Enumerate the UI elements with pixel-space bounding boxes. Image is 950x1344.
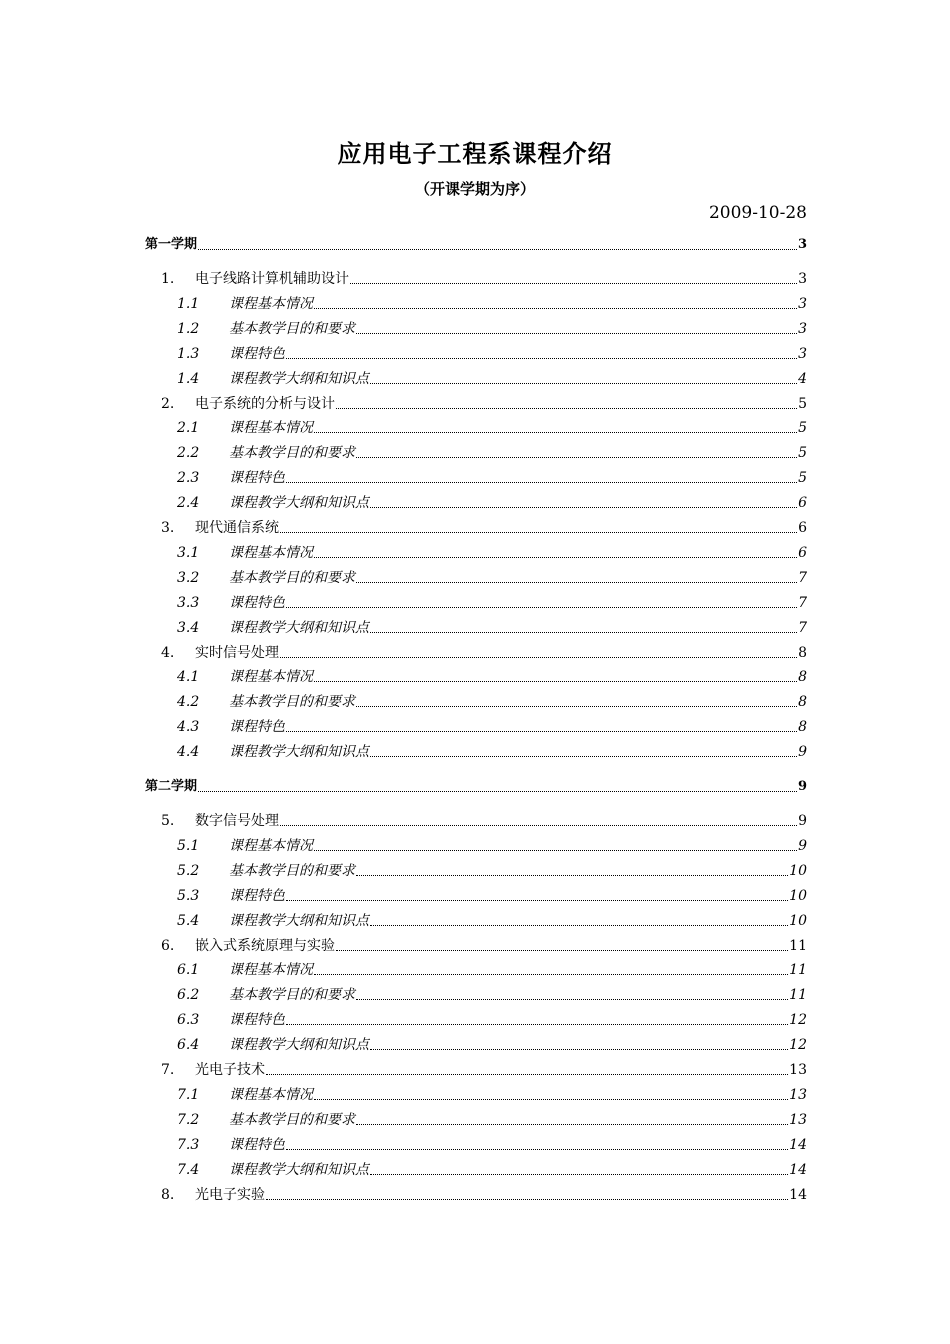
toc-entry-label: 课程基本情况 (229, 669, 313, 686)
toc-page-number: 14 (789, 1186, 807, 1203)
toc-section-entry[interactable] (145, 858, 807, 880)
toc-entry-label: 课程基本情况 (229, 295, 313, 312)
toc-section-entry[interactable] (145, 341, 807, 363)
toc-dot-leader (336, 408, 797, 409)
toc-section-entry[interactable] (145, 490, 807, 512)
toc-entry-number: 4.3 (177, 719, 200, 736)
toc-entry-number: 6.3 (177, 1012, 200, 1029)
toc-dot-leader (314, 681, 797, 682)
toc-section-entry[interactable] (145, 316, 807, 338)
toc-page-number: 5 (798, 395, 807, 412)
toc-section-entry[interactable] (145, 615, 807, 637)
toc-page-number: 8 (798, 669, 807, 686)
toc-entry-label: 课程特色 (229, 594, 285, 611)
toc-entry-number: 5.4 (177, 912, 200, 929)
document-title: 应用电子工程系课程介绍 (337, 139, 613, 168)
toc-page-number: 5 (798, 470, 807, 487)
toc-entry-label: 嵌入式系统原理与实验 (195, 937, 335, 954)
toc-entry-label: 课程基本情况 (229, 962, 313, 979)
toc-semester-heading[interactable] (145, 232, 807, 254)
toc-entry-number: 3.2 (177, 569, 200, 586)
toc-dot-leader (370, 507, 797, 508)
toc-dot-leader (198, 791, 797, 792)
toc-dot-leader (370, 632, 797, 633)
toc-entry-label: 课程特色 (229, 1012, 285, 1029)
toc-section-entry[interactable] (145, 1032, 807, 1054)
toc-entry-label: 课程基本情况 (229, 1086, 313, 1103)
toc-section-entry[interactable] (145, 565, 807, 587)
toc-entry-label: 基本教学目的和要求 (229, 320, 355, 337)
toc-semester-heading[interactable] (145, 774, 807, 796)
toc-page-number: 10 (789, 912, 807, 929)
toc-section-entry[interactable] (145, 440, 807, 462)
toc-section-entry[interactable] (145, 883, 807, 905)
toc-section-entry[interactable] (145, 957, 807, 979)
toc-entry-number: 4.4 (177, 744, 200, 761)
toc-entry-label: 第一学期 (145, 237, 198, 252)
toc-page-number: 12 (789, 1012, 807, 1029)
toc-entry-label: 课程教学大纲和知识点 (229, 495, 369, 512)
toc-entry-label: 光电子技术 (195, 1062, 265, 1078)
toc-entry-label: 课程教学大纲和知识点 (229, 370, 369, 387)
toc-dot-leader (280, 657, 797, 658)
toc-dot-leader (356, 875, 788, 876)
toc-page-number: 13 (789, 1086, 807, 1103)
toc-entry-label: 光电子实验 (195, 1186, 265, 1203)
toc-dot-leader (314, 432, 797, 433)
toc-dot-leader (370, 1049, 788, 1050)
toc-entry-label: 基本教学目的和要求 (229, 862, 355, 879)
toc-dot-leader (198, 249, 797, 250)
toc-entry-number: 7.1 (177, 1086, 200, 1103)
toc-page-number: 5 (798, 420, 807, 437)
toc-dot-leader (356, 333, 797, 334)
toc-dot-leader (286, 607, 797, 608)
toc-entry-label: 课程教学大纲和知识点 (229, 912, 369, 929)
toc-dot-leader (336, 950, 788, 951)
toc-entry-label: 现代通信系统 (195, 520, 279, 536)
toc-dot-leader (370, 383, 797, 384)
toc-page-number: 3 (798, 271, 807, 287)
toc-course-entry[interactable] (145, 515, 807, 537)
toc-entry-number: 3. (161, 520, 175, 536)
toc-dot-leader (370, 1174, 788, 1175)
toc-entry-number: 1.1 (177, 295, 200, 312)
toc-entry-label: 课程教学大纲和知识点 (229, 744, 369, 761)
toc-entry-label: 课程教学大纲和知识点 (229, 619, 369, 636)
toc-dot-leader (286, 358, 797, 359)
toc-dot-leader (286, 900, 788, 901)
toc-entry-number: 7.4 (177, 1161, 200, 1178)
toc-entry-number: 1.3 (177, 345, 200, 362)
toc-entry-number: 7.2 (177, 1111, 200, 1128)
toc-entry-label: 课程特色 (229, 887, 285, 904)
toc-entry-number: 3.1 (177, 544, 200, 561)
toc-section-entry[interactable] (145, 465, 807, 487)
toc-page-number: 3 (798, 320, 807, 337)
toc-page-number: 6 (798, 544, 807, 561)
toc-entry-number: 7. (161, 1062, 175, 1078)
toc-dot-leader (280, 532, 797, 533)
toc-entry-number: 5.2 (177, 862, 200, 879)
toc-entry-number: 6.1 (177, 962, 200, 979)
toc-page-number: 12 (789, 1037, 807, 1054)
toc-page-number: 13 (789, 1111, 807, 1128)
toc-dot-leader (286, 731, 797, 732)
toc-section-entry[interactable] (145, 908, 807, 930)
toc-entry-number: 4.2 (177, 694, 200, 711)
toc-page-number: 3 (798, 295, 807, 312)
toc-page-number: 10 (789, 862, 807, 879)
toc-entry-number: 5.3 (177, 887, 200, 904)
toc-entry-label: 电子线路计算机辅助设计 (195, 271, 349, 287)
toc-section-entry[interactable] (145, 982, 807, 1004)
toc-section-entry[interactable] (145, 739, 807, 761)
toc-page-number: 5 (798, 445, 807, 462)
toc-page-number: 10 (789, 887, 807, 904)
toc-page-number: 13 (789, 1062, 807, 1078)
toc-entry-label: 课程基本情况 (229, 420, 313, 437)
toc-entry-label: 课程特色 (229, 470, 285, 487)
toc-section-entry[interactable] (145, 540, 807, 562)
toc-section-entry[interactable] (145, 1007, 807, 1029)
toc-entry-number: 6.4 (177, 1037, 200, 1054)
toc-course-entry[interactable] (145, 1182, 807, 1204)
toc-section-entry[interactable] (145, 291, 807, 313)
toc-entry-label: 课程特色 (229, 345, 285, 362)
toc-section-entry[interactable] (145, 590, 807, 612)
toc-page-number: 14 (789, 1161, 807, 1178)
toc-page-number: 11 (789, 962, 807, 979)
toc-section-entry[interactable] (145, 1107, 807, 1129)
toc-dot-leader (286, 482, 797, 483)
toc-page-number: 9 (798, 837, 807, 854)
toc-dot-leader (314, 557, 797, 558)
toc-page-number: 6 (798, 520, 807, 536)
toc-dot-leader (350, 283, 797, 284)
toc-page-number: 7 (798, 619, 807, 636)
toc-dot-leader (266, 1199, 788, 1200)
toc-entry-number: 2.3 (177, 470, 200, 487)
toc-page-number: 6 (798, 495, 807, 512)
toc-page-number: 9 (798, 813, 807, 829)
document-subtitle: （开课学期为序） (414, 180, 535, 198)
toc-dot-leader (314, 850, 797, 851)
toc-entry-label: 课程基本情况 (229, 544, 313, 561)
toc-entry-number: 6.2 (177, 987, 200, 1004)
toc-course-entry[interactable] (145, 640, 807, 662)
toc-section-entry[interactable] (145, 366, 807, 388)
toc-page-number: 8 (798, 719, 807, 736)
toc-page-number: 9 (798, 744, 807, 761)
toc-entry-number: 8. (161, 1186, 175, 1203)
toc-section-entry[interactable] (145, 833, 807, 855)
toc-entry-number: 6. (161, 937, 175, 954)
toc-dot-leader (286, 1149, 788, 1150)
toc-entry-number: 2. (161, 395, 175, 412)
toc-entry-label: 电子系统的分析与设计 (195, 395, 335, 412)
toc-section-entry[interactable] (145, 1082, 807, 1104)
toc-page-number: 11 (789, 987, 807, 1004)
toc-entry-number: 1. (161, 271, 175, 287)
toc-page-number: 11 (789, 937, 807, 954)
toc-dot-leader (314, 1099, 788, 1100)
toc-course-entry[interactable] (145, 1057, 807, 1079)
toc-dot-leader (314, 308, 797, 309)
toc-course-entry[interactable] (145, 391, 807, 413)
toc-dot-leader (280, 825, 797, 826)
toc-section-entry[interactable] (145, 415, 807, 437)
toc-entry-label: 基本教学目的和要求 (229, 694, 355, 711)
toc-entry-number: 4. (161, 644, 175, 661)
toc-entry-label: 课程教学大纲和知识点 (229, 1037, 369, 1054)
toc-page-number: 8 (798, 694, 807, 711)
toc-entry-label: 基本教学目的和要求 (229, 987, 355, 1004)
toc-entry-number: 2.4 (177, 495, 200, 512)
toc-section-entry[interactable] (145, 1132, 807, 1154)
toc-section-entry[interactable] (145, 1157, 807, 1179)
toc-entry-number: 3.4 (177, 619, 200, 636)
toc-entry-label: 基本教学目的和要求 (229, 1111, 355, 1128)
toc-entry-label: 基本教学目的和要求 (229, 569, 355, 586)
toc-page-number: 7 (798, 569, 807, 586)
toc-page-number: 7 (798, 594, 807, 611)
toc-dot-leader (370, 756, 797, 757)
toc-entry-number: 1.4 (177, 370, 200, 387)
toc-page-number: 9 (797, 779, 807, 794)
toc-section-entry[interactable] (145, 689, 807, 711)
toc-dot-leader (356, 1124, 788, 1125)
toc-entry-label: 课程特色 (229, 1136, 285, 1153)
toc-course-entry[interactable] (145, 933, 807, 955)
toc-dot-leader (286, 1024, 788, 1025)
toc-entry-number: 5. (161, 813, 175, 829)
toc-page-number: 14 (789, 1136, 807, 1153)
toc-page-number: 3 (798, 345, 807, 362)
toc-entry-label: 第二学期 (145, 779, 198, 794)
toc-page-number: 8 (798, 644, 807, 661)
toc-dot-leader (314, 974, 788, 975)
toc-entry-label: 数字信号处理 (195, 813, 279, 829)
toc-section-entry[interactable] (145, 664, 807, 686)
toc-dot-leader (356, 457, 797, 458)
toc-dot-leader (356, 582, 797, 583)
document-date: 2009-10-28 (708, 203, 807, 223)
toc-dot-leader (356, 999, 788, 1000)
toc-entry-number: 2.2 (177, 445, 200, 462)
toc-entry-number: 1.2 (177, 320, 200, 337)
toc-entry-number: 2.1 (177, 420, 200, 437)
toc-dot-leader (356, 706, 797, 707)
toc-dot-leader (266, 1074, 788, 1075)
toc-entry-label: 课程特色 (229, 719, 285, 736)
toc-entry-label: 课程教学大纲和知识点 (229, 1161, 369, 1178)
toc-entry-number: 4.1 (177, 669, 200, 686)
toc-section-entry[interactable] (145, 714, 807, 736)
toc-entry-label: 实时信号处理 (195, 644, 279, 661)
toc-page-number: 3 (797, 237, 807, 252)
toc-course-entry[interactable] (145, 266, 807, 288)
toc-entry-number: 3.3 (177, 594, 200, 611)
toc-entry-label: 课程基本情况 (229, 837, 313, 854)
toc-dot-leader (370, 925, 788, 926)
toc-entry-number: 7.3 (177, 1136, 200, 1153)
toc-course-entry[interactable] (145, 808, 807, 830)
toc-entry-number: 5.1 (177, 837, 200, 854)
toc-entry-label: 基本教学目的和要求 (229, 445, 355, 462)
toc-page-number: 4 (798, 370, 807, 387)
